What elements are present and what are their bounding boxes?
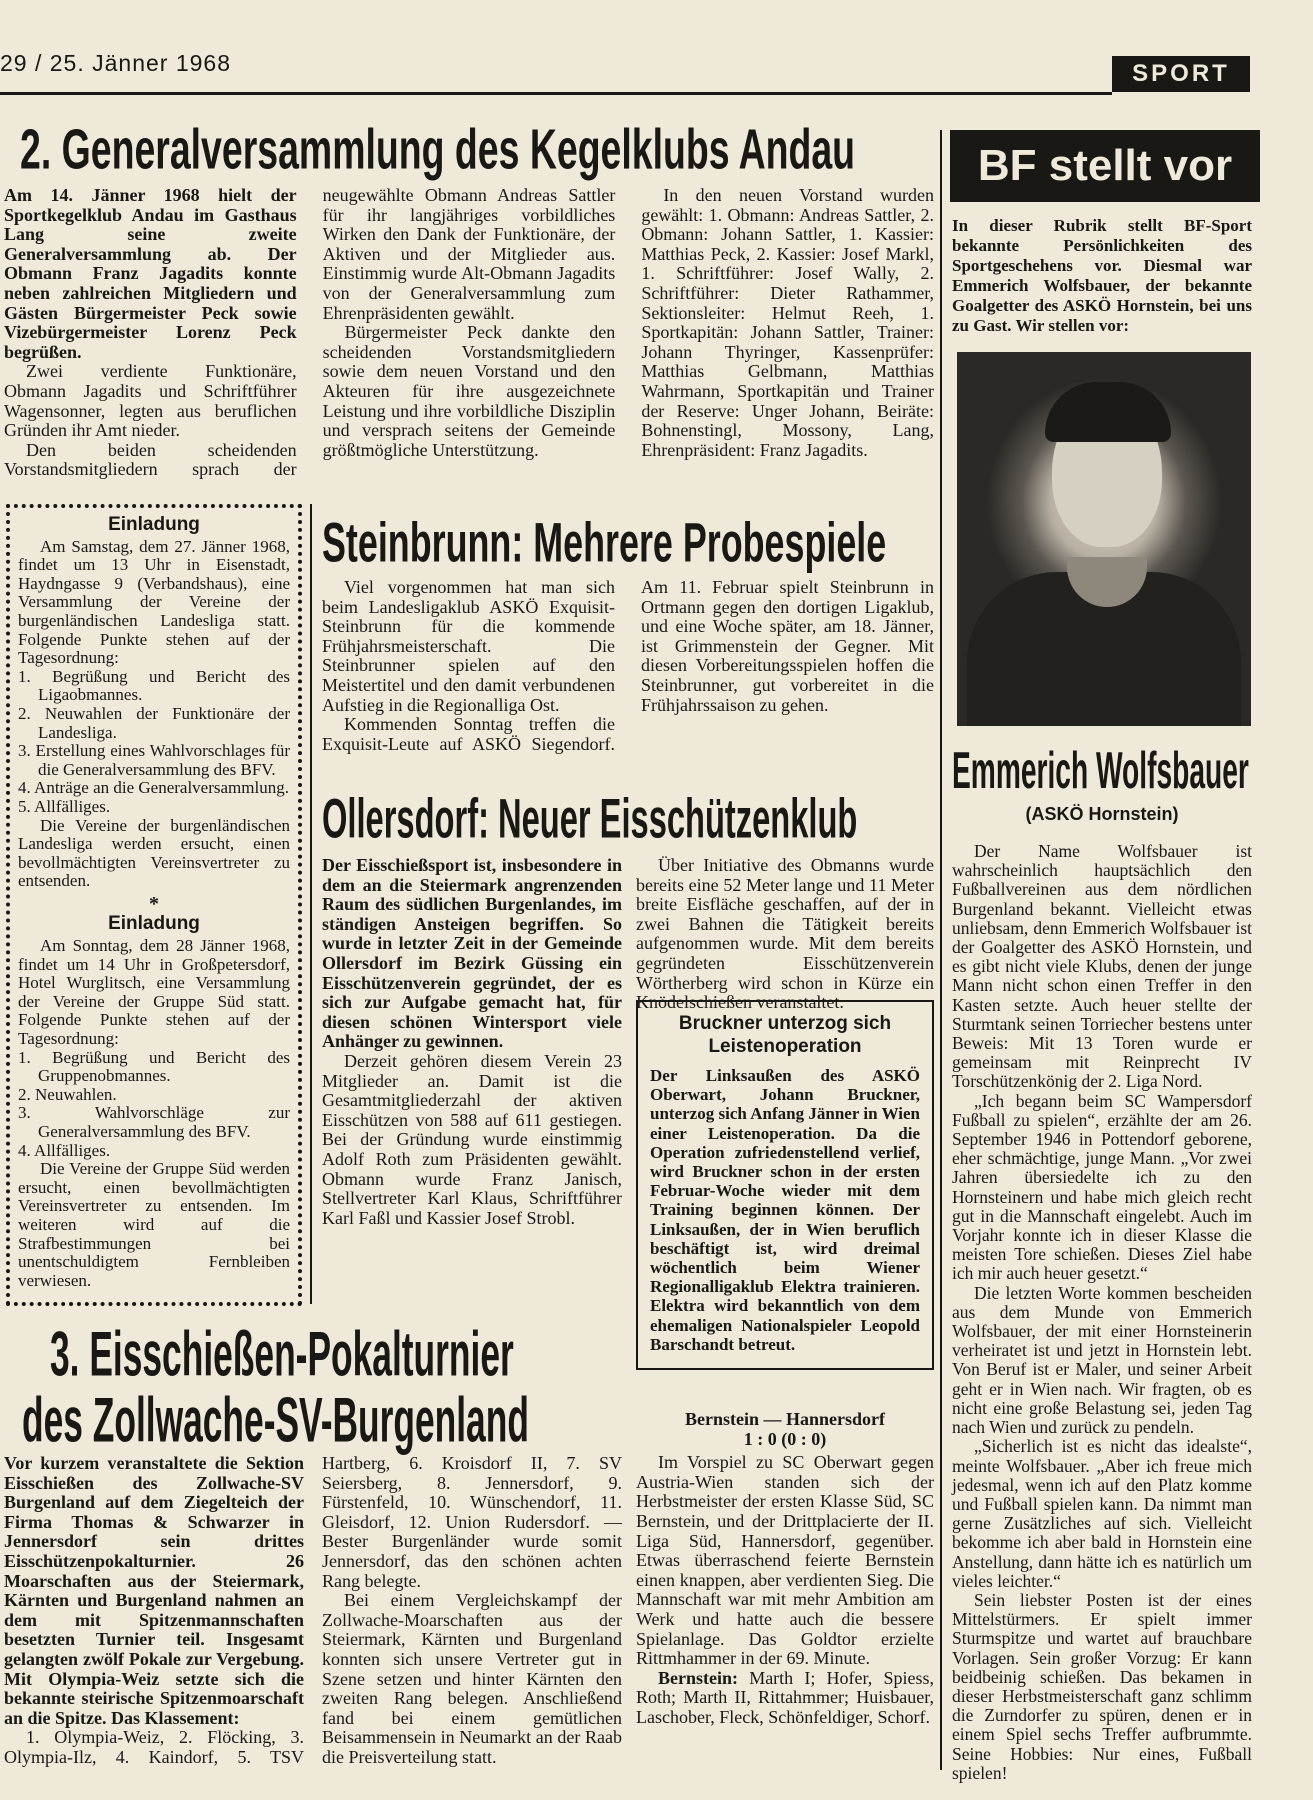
separator-star: * [149,892,159,915]
article-wolfsbauer-paragraph: „Ich begann beim SC Wampersdorf Fußball zu spielen“, erzählte der am 26. September 1946 in Pottendorf geborene, eher schmächtige, junge Mann. „Vor zwei Jahren übersiedelte ich zu den Hornsteinern und habe mich gleich recht gut in die Mannschaft eingelebt. Auch im Vorjahr konnte ich in dieser Klasse die meisten Tore schießen. Dieses Ziel habe ich mir auch heuer gesetzt.“ [952,1090,1252,1284]
article-ollersdorf-col2 [636,855,934,1013]
agenda-item: 5. Allfälliges. [18,796,111,816]
column-rule [940,130,942,1770]
lineup-label: Bernstein: [658,1667,738,1688]
invitation-text: Am Sonntag, dem 28 Jänner 1968, findet um 14 Uhr in Großpetersdorf, Hotel Wurglitsch, eine Versammlung der Vereine der Gruppe Süd statt. Folgende Punkte stehen auf der Tagesordnung: [18,936,290,1049]
agenda-item: 2. Neuwahlen. [18,1084,117,1104]
article-kegelklub-paragraph: Bürgermeister Peck dankte den scheidenden Vorstandsmitgliedern sowie dem neuen Vorstand und den Akteuren für ihre ausgezeichnete Leistung und ihre vorbildliche Disziplin und versprach seitens der Gemeinde größtmögliche Unterstützung. [322,322,616,460]
article-steinbrunn-paragraph: Viel vorgenommen hat man sich beim Landesligaklub ASKÖ Exquisit-Steinbrunn für die kommende Frühjahrsmeisterschaft. Die Steinbrunner spielen auf den Meistertitel und den damit verbundenen Aufstieg in die Regionalliga Ost. [322,577,615,715]
portrait-photo [957,352,1251,726]
invitation-text: Die Vereine der burgenländischen Landesliga werden ersucht, einen bevollmächtigten Vereinsvertreter zu entsenden. [18,815,290,891]
section-label: SPORT [1112,56,1250,92]
article-ollersdorf-paragraph: Derzeit gehören diesem Verein 23 Mitglieder an. Damit ist die Gesamtmitgliederzahl der aktiven Eisschützen von 588 auf 611 gestiegen. Bei der Gründung wurde einstimmig Adolf Roth zum Präsidenten gewählt. Obmann wurde Franz Janisch, Stellvertreter Karl Klaus, Schriftführer Karl Faßl und Kassier Josef Strobl. [322,1050,622,1228]
bf-intro: In dieser Rubrik stellt BF-Sport bekannte Persönlichkeiten des Sportgeschehens vor. Diesmal war Emmerich Wolfsbauer, der bekannte Goalgetter des ASKÖ Hornstein, bei uns zu Gast. Wir stellen vor: [952,216,1252,335]
bruckner-text: Der Linksaußen des ASKÖ Oberwart, Johann Bruckner, unterzog sich Anfang Jänner in Wien einer Leistenoperation. Da die Operation zufriedenstellend verlief, wird Bruckner schon in der ersten Februar-Woche wieder mit dem Training beginnen können. Der Linksaußen, der in Wien beruflich beschäftigt ist, wird dreimal wöchentlich beim Wiener Regionalligaklub Elektra trainieren. Elektra wird bekanntlich von dem ehemaligen Nationalspieler Leopold Barschandt betreut. [650,1066,920,1354]
agenda-list [18,1049,290,1161]
person-name: Emmerich Wolfsbauer [952,742,1249,800]
agenda-item: 3. Erstellung eines Wahlvorschlages für die Generalversammlung des BFV. [18,741,290,779]
invitation-box [6,504,302,1306]
agenda-item: 2. Neuwahlen der Funktionäre der Landesliga. [18,703,290,742]
invitation-heading: Einladung [108,913,200,935]
invitation-heading: Einladung [108,514,200,535]
agenda-item: 4. Allfälliges. [18,1140,111,1160]
article-bernstein [636,1410,934,1780]
match-score: 1 : 0 (0 : 0) [743,1428,827,1449]
agenda-item: 1. Begrüßung und Bericht des Gruppenobmannes. [18,1047,290,1086]
article-ollersdorf-lead: Der Eisschießsport ist, insbesondere in dem an die Steiermark angrenzenden Raum des südlichen Burgenlandes, im ständigen Ansteigen begriffen. So wurde in letzter Zeit in der Gemeinde Ollersdorf im Bezirk Güssing ein Eisschützenverein gegründet, der es sich zur Aufgabe gemacht hat, für diesen schönen Wintersport viele Anhänger zu gewinnen. [322,855,622,1052]
article-kegelklub-headline: 2. Generalversammlung des Kegelklubs Andau [20,119,856,182]
invitation-text: Am Samstag, dem 27. Jänner 1968, findet um 13 Uhr in Eisenstadt, Haydngasse 9 (Verbandshaus), eine Versammlung der Vereine der burgenländischen Landesliga statt. Folgende Punkte stehen auf der Tagesordnung: [18,536,290,668]
bruckner-headline: Bruckner unterzog sich Leistenoperation [678,1013,892,1057]
article-kegelklub-paragraph: In den neuen Vorstand wurden gewählt: 1. Obmann: Andreas Sattler, 2. Obmann: Johann Sattler, 1. Kassier: Matthias Peck, 2. Kassier: Josef Markl, 1. Schriftführer: Josef Wally, 2. Schriftführer: Dieter Rathammer, Sektionsleiter: Helmut Reeh, 1. Sportkapitän: Johann Sattler, Trainer: Johann Thyringer, Kassenprüfer: Matthias Gelbmann, Matthias Wahrmann, Sportkapitän und Trainer der Reserve: Unger Johann, Beiräte: Bohnenstingl, Mossony, Lang, Ehrenpräsident: Franz Jagadits. [641,185,934,460]
article-kegelklub-lead: Am 14. Jänner 1968 hielt der Sportkegelklub Andau im Gasthaus Lang seine zweite Generalversammlung ab. Der Obmann Franz Jagadits konnte neben zahlreichen Mitgliedern und Gästen Bürgermeister Peck sowie Vizebürgermeister Lorenz Peck begrüßen. [4,185,297,362]
page-header-date: 29 / 25. Jänner 1968 [0,50,231,76]
article-pokalturnier-body [4,1454,622,1776]
article-kegelklub-paragraph: Zwei verdiente Funktionäre, Obmann Jagadits und Schriftführer Wagensonner, legten aus beruflichen Gründen ihr Amt nieder. [4,361,297,441]
match-title: Bernstein — Hannersdorf [685,1409,885,1429]
article-pokalturnier-headline: 3. Eisschießen-Pokalturnier [50,1319,514,1390]
person-club: (ASKÖ Hornstein) [1025,804,1179,824]
article-steinbrunn-body [322,578,934,766]
article-pokalturnier-headline-2: des Zollwache-SV-Burgenland [22,1385,529,1456]
article-steinbrunn-headline: Steinbrunn: Mehrere Probespiele [322,511,887,574]
article-kegelklub-paragraph: Den beiden scheidenden Vorstandsmitgliedern sprach der neugewählte Obmann Andreas Sattler für ihr langjähriges vorbildliches Wirken den Dank der Funktionäre, der Aktiven und der Mitglieder aus. Einstimmig wurde Alt-Obmann Jagadits von der Generalversammlung zum Ehrenpräsidenten gewählt. [4,185,616,480]
article-pokalturnier-lead: Vor kurzem veranstaltete die Sektion Eisschießen des Zollwache-SV Burgenland auf dem Ziegelteich der Firma Thomas & Schwarzer in Jennersdorf sein drittes Eisschützenpokalturnier. 26 Moarschaften aus der Steiermark, Kärnten und Burgenland nahmen an dem mit Spitzenmannschaften besetzten Turnier teil. Insgesamt gelangten zwölf Pokale zur Vergebung. Mit Olympia-Weiz setzte sich die bekannte steirische Spitzenmoarschaft an die Spitze. Das Klassement: [4,1453,304,1728]
agenda-item: 3. Wahlvorschläge zur Generalversammlung des BFV. [18,1103,290,1141]
bruckner-box [636,1000,934,1370]
article-wolfsbauer-paragraph: Der Name Wolfsbauer ist wahrscheinlich hauptsächlich den Fußballvereinen aus dem nördlichen Burgenland bekannt. Vielleicht etwas unliebsam, denn Emmerich Wolfsbauer ist der Goalgetter des ASKÖ Hornstein, und es gibt nicht viele Klubs, denen der junge Mann nicht schon einen Treffer in den Kasten setzte. Auch heuer stellte der Sturmtank seinen Torriecher bestens unter Beweis: Mit 13 Toren wurde er gemeinsam mit Reinprecht IV Torschützenkönig der 2. Liga Nord. [952,841,1252,1092]
lineup-text: Marth I; Hofer, Spiess, Roth; Marth II, Rittahmmer; Huisbauer, Laschober, Fleck, Schönfeldiger, Schorf. [636,1667,934,1727]
agenda-list [18,668,290,817]
article-ollersdorf-col1 [322,856,622,1306]
article-kegelklub-body [4,186,934,486]
article-ollersdorf-paragraph: Über Initiative des Obmanns wurde bereits eine 52 Meter lange und 11 Meter breite Eisfläche geschaffen, auf der in zwei Bahnen die Tätigkeit bereits aufgenommen wurde. Mit dem bereits gegründeten Eisschützenverein Wörtherberg wird schon in Kürze ein Knödelschießen veranstaltet. [636,855,934,1013]
header-rule [0,92,1112,95]
article-ollersdorf-headline: Ollersdorf: Neuer Eisschützenklub [322,787,858,850]
article-wolfsbauer-paragraph: Die letzten Worte kommen bescheiden aus dem Munde von Emmerich Wolfsbauer, der mit einer Hornsteinerin verheiratet ist und jetzt in Hornstein lebt. Von Beruf ist er Maler, und seiner Arbeit geht er in Wien nach. Wir fragten, ob es nicht eine große Belastung sei, jeden Tag nach Wien und zurück zu pendeln. [952,1282,1252,1438]
article-pokalturnier-paragraph: 1. Olympia-Weiz, 2. Flöcking, 3. Olympia-Ilz, 4. Kaindorf, 5. TSV Hartberg, 6. Kroisdorf II, 7. SV Seiersberg, 8. Jennersdorf, 9. Fürstenfeld, 10. Wünschendorf, 11. Gleisdorf, 12. Union Rudersdorf. — Bester Burgenländer wurde somit Jennersdorf, das den schönen achten Rang belegte. [4,1453,622,1767]
agenda-item: 4. Anträge an die Generalversammlung. [18,778,289,798]
invitation-text: Die Vereine der Gruppe Süd werden ersucht, einen bevollmächtigten Vereinsvertreter zu entsenden. Im weiteren wird auf die Strafbestimmungen bei unentschuldigtem Fernbleiben verwiesen. [18,1159,290,1290]
match-report: Im Vorspiel zu SC Oberwart gegen Austria-Wien standen sich der Herbstmeister der ersten Klasse Süd, SC Bernstein, und der Drittplacierte der II. Liga Süd, Hannersdorf, gegenüber. Etwas überraschend feierte Bernstein einen knappen, aber verdienten Sieg. Die Mannschaft war mit mehr Ambition am Werk und hatte auch die bessere Spielanlage. Das Goldtor erzielte Rittmhammer in der 69. Minute. [636,1452,934,1669]
article-pokalturnier-paragraph: Bei einem Vergleichskampf der Zollwache-Moarschaften aus der Steiermark, Kärnten und Burgenland konnten sich unsere Vertreter gut in Szene setzen und hinter Kärnten den zweiten Rang belegen. Anschließend fand bei einem gemütlichen Beisammensein in Neumarkt an der Raab die Preisverteilung statt. [322,1590,622,1767]
article-wolfsbauer-paragraph: „Sicherlich ist es nicht das idealste“, meinte Wolfsbauer. „Aber ich freue mich jedesmal, wenn ich auf den Platz komme und Fußball spielen kann. Da nimmt man gerne Zusätzliches auf sich. Vielleicht bekomme ich aber bald in Hornstein eine Anstellung, dann hätte ich es natürlich um vieles leichter.“ [952,1436,1252,1591]
column-rule [310,504,312,1304]
article-wolfsbauer-paragraph: Sein liebster Posten ist der eines Mittelstürmers. Er spielt immer Sturmspitze und wartet auf brauchbare Vorlagen. Sein großer Vorzug: Er kann beidbeinig schießen. Das bekamen in dieser Herbstmeisterschaft ganz schlimm die Zurndorfer zu spüren, denen er in einem Spiel sechs Treffer aufbrummte. Seine Hobbies: Nur eines, Fußball spielen! [952,1589,1252,1783]
article-wolfsbauer-body [952,842,1252,1782]
bf-stellt-vor-banner: BF stellt vor [950,130,1260,202]
article-steinbrunn-paragraph: Kommenden Sonntag treffen die Exquisit-Leute auf ASKÖ Siegendorf. Am 11. Februar spielt Steinbrunn in Ortmann gegen den dortigen Ligaklub, und eine Woche später, am 18. Jänner, ist Grimmenstein der Gegner. Mit diesen Vorbereitungsspielen hoffen die Steinbrunner, gut vorbereitet in die Frühjahrssaison zu gehen. [322,577,934,754]
agenda-item: 1. Begrüßung und Bericht des Ligaobmannes. [18,666,290,705]
